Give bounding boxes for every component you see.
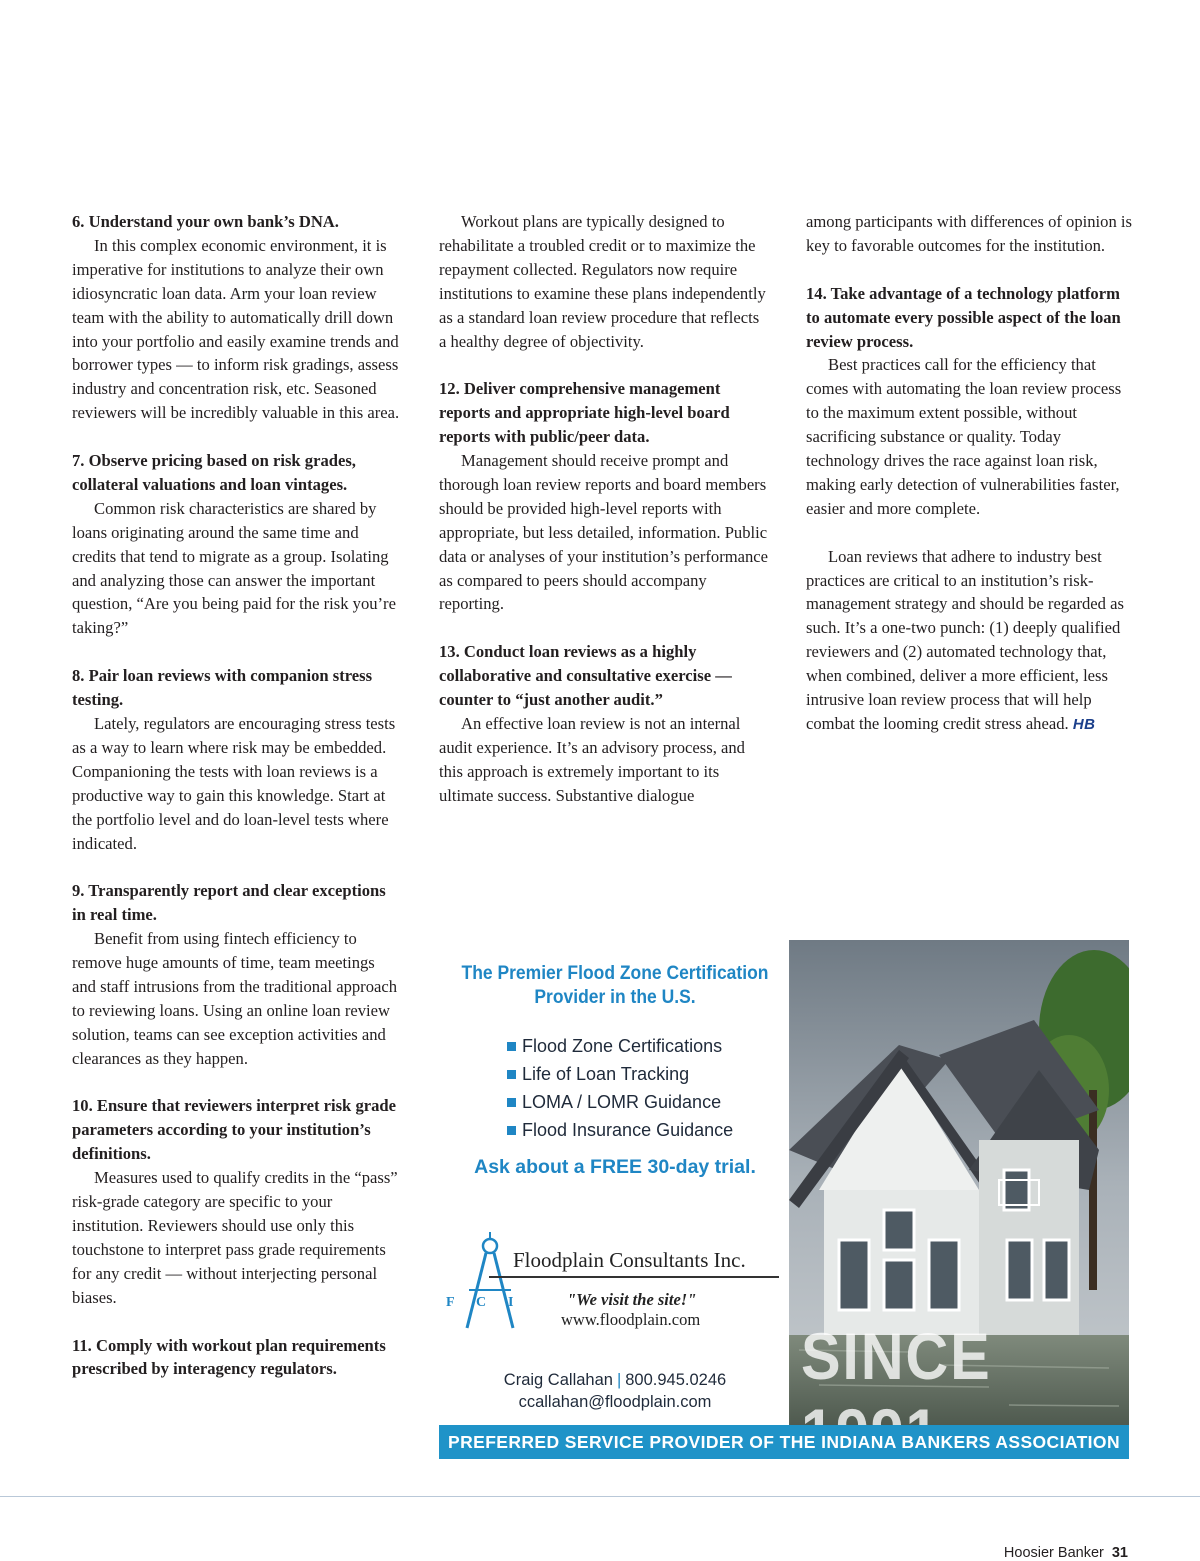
since-1991-watermark: SINCE [801,1319,992,1393]
section-body-6: In this complex economic environment, it is imperative for institutions to analyze their own idiosyncratic loan data. Arm your loan review team with the ability to automatically drill down into your portfolio and easily examine trends and borrower types — to inform risk gradings, assess industry and concentration risk, etc. Seasoned reviewers will be incredibly valuable in this area. [72,235,400,423]
ad-services-list [507,1032,733,1144]
bullet-square-icon [507,1098,516,1107]
section-heading-13: 13. Conduct loan reviews as a highly collaborative and consultative exercise — counter to “just another audit.” [439,642,732,710]
ad-slogan: "We visit the site!" [567,1290,697,1309]
section-body-8: Lately, regulators are encouraging stress tests as a way to learn where risk may be embedded. Companioning the tests with loan reviews is a productive way to gain this knowledge. Start at the portfolio level and do loan-level tests where indicated. [72,714,396,853]
logo-letter-c: C [476,1295,487,1310]
ad-headline-line-2: Provider in the U.S. [534,987,696,1008]
section-body-7: Common risk characteristics are shared by loans originating around the same time and credits that tend to migrate as a group. Isolating and analyzing those can answer the important question, “Are you being paid for the risk you’re taking?” [72,498,396,638]
article-column-3 [806,210,1136,737]
section-heading-8: 8. Pair loan reviews with companion stress testing. [72,666,373,710]
bullet-square-icon [507,1070,516,1079]
bullet-square-icon [507,1042,516,1051]
ad-contact-phone[interactable]: 800.945.0246 [625,1371,727,1389]
article-column-1 [72,210,402,1381]
conclusion-text: Loan reviews that adhere to industry best practices are critical to an institution’s risk-management strategy and should be regarded as such. It’s a one-two punch: (1) deeply qualified reviewers and (2) automated technology that, when combined, deliver a more efficient, less intrusive loan review process that will help combat the looming credit stress ahead. [806,546,1124,733]
section-heading-12: 12. Deliver comprehensive management reports and appropriate high-level board reports with public/peer data. [439,379,730,447]
hb-end-mark: HB [1072,716,1096,733]
ad-headline-line-1: The Premier Flood Zone Certification [461,963,769,984]
ad-preferred-provider-banner: PREFERRED SERVICE PROVIDER OF THE INDIANA BANKERS ASSOCIATION [439,1425,1129,1459]
logo-letter-i: I [508,1295,514,1310]
section-heading-11: 11. Comply with workout plan requirements prescribed by interagency regulators. [72,1335,386,1379]
ad-contact-line [439,1371,791,1390]
section-heading-14: 14. Take advantage of a technology platform to automate every possible aspect of the loan review process. [806,283,1121,351]
footer-divider [0,1496,1200,1497]
ad-contact-email[interactable]: ccallahan@floodplain.com [518,1393,712,1411]
ad-text-panel [439,940,791,1425]
fci-compass-logo-icon [455,1228,525,1338]
section-body-13: An effective loan review is not an internal audit experience. It’s an advisory process, and this approach is extremely important to its ultimate success. Substantive dialogue [439,714,745,805]
section-body-9: Benefit from using fintech efficiency to remove huge amounts of time, team meetings and staff intrusions from the traditional approach to reviewing loans. Using an online loan review solution, teams can see exception activities and clearances as they happen. [72,929,398,1068]
section-heading-7: 7. Observe pricing based on risk grades, collateral valuations and loan vintages. [72,451,356,494]
ad-headline [453,962,777,1010]
section-body-10: Measures used to qualify credits in the “pass” risk-grade category are specific to your institution. Reviewers should use only this touchstone to interpret pass grade requirements for any credit — without interjecting personal biases. [72,1168,398,1307]
ad-service-item: LOMA / LOMR Guidance [507,1088,733,1116]
publication-name: Hoosier Banker [1003,1545,1104,1561]
article-column-2 [439,210,769,808]
floodplain-advertisement[interactable] [439,940,1129,1459]
ad-website-link[interactable]: www.floodplain.com [561,1310,701,1329]
contact-separator: | [616,1371,622,1389]
section-heading-6: 6. Understand your own bank’s DNA. [72,212,339,231]
ad-contact-name: Craig Callahan [503,1371,613,1389]
bullet-square-icon [507,1126,516,1135]
ad-service-item: Flood Insurance Guidance [507,1116,733,1144]
ad-company-name: Floodplain Consultants Inc. [513,1248,746,1272]
ad-trial-offer: Ask about a FREE 30-day trial. [474,1156,756,1178]
ad-service-item: Flood Zone Certifications [507,1032,733,1060]
page-footer [1004,1545,1128,1561]
conclusion-paragraph [806,545,1136,737]
section-body-11: Workout plans are typically designed to rehabilitate a troubled credit or to maximize the repayment collected. Regulators now require institutions to examine these plans independently as a standard loan review procedure that reflects a healthy degree of objectivity. [439,212,766,351]
section-heading-10: 10. Ensure that reviewers interpret risk grade parameters according to your institution’s definitions. [72,1096,396,1164]
logo-divider [489,1276,779,1278]
ad-service-item: Life of Loan Tracking [507,1060,733,1088]
section-body-14: Best practices call for the efficiency that comes with automating the loan review process to the maximum extent possible, without sacrificing substance or quality. Today technology drives the race against loan risk, making early detection of vulnerabilities faster, easier and more complete. [806,355,1122,518]
section-body-13-continued: among participants with differences of opinion is key to favorable outcomes for the institution. [806,212,1132,255]
section-heading-9: 9. Transparently report and clear exceptions in real time. [72,881,386,925]
section-body-12: Management should receive prompt and thorough loan review reports and board members should be provided high-level reports with appropriate, but less detailed, information. Public data or analyses of your institution’s performance as compared to peers should accompany reporting. [439,451,769,614]
logo-letter-f: F [446,1295,455,1310]
page-number: 31 [1111,1545,1128,1561]
